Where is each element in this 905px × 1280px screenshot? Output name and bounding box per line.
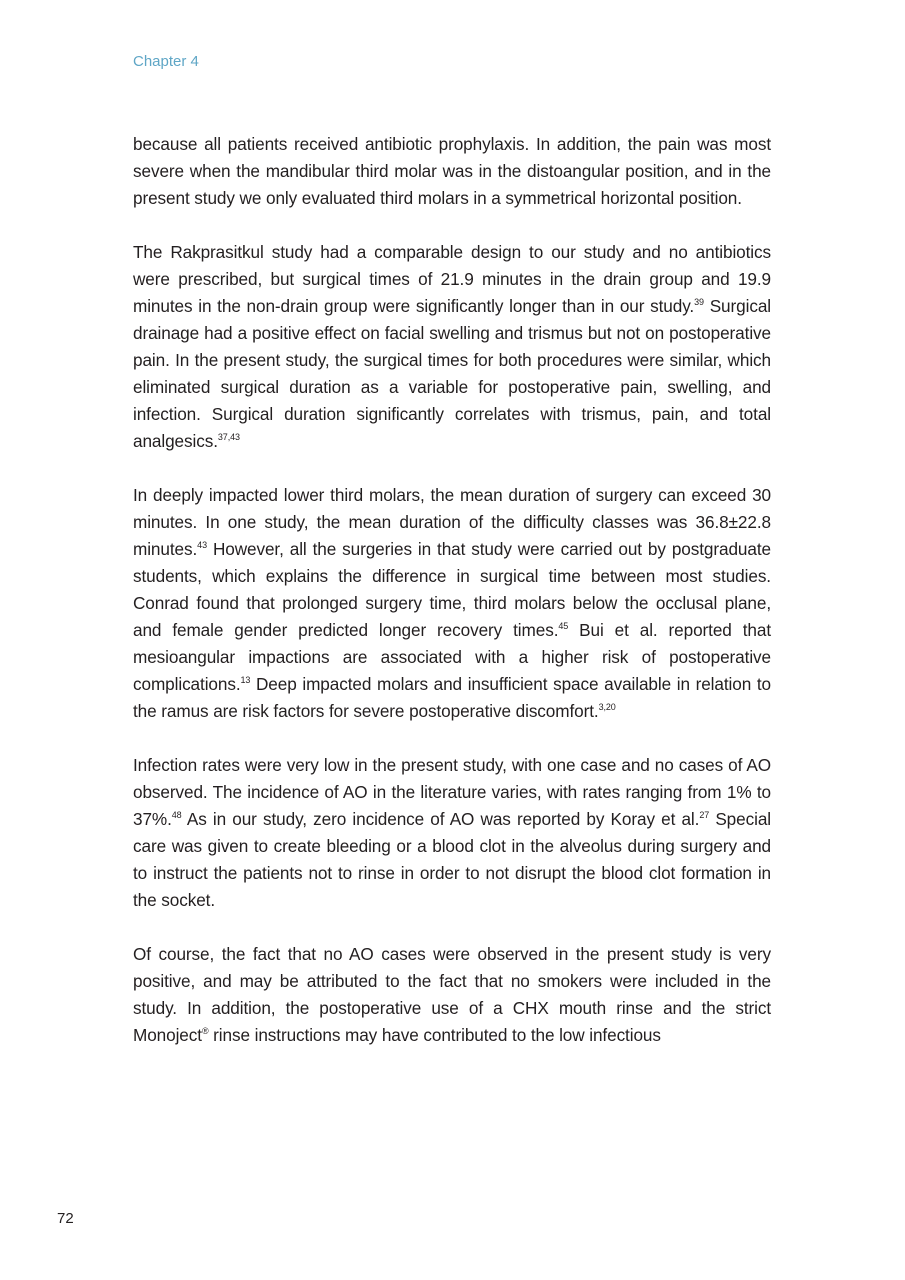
citation-superscript: 48 [171,810,182,820]
text-run: because all patients received antibiotic prophylaxis. In addition, the pain was most severe when the mandibular third molar was in the distoangular position, and in the present study we only evaluated third molars in a symmetrical horizontal position. [133,134,771,208]
paragraph [133,239,771,455]
text-run: The Rakprasitkul study had a comparable design to our study and no antibiotics were prescribed, but surgical times of 21.9 minutes in the drain group and 19.9 minutes in the non-drain group were significantly longer than in our study. [133,242,771,316]
text-run: rinse instructions may have contributed to the low infectious [208,1025,661,1045]
body-text [133,131,771,1076]
text-run: Infection rates were very low in the present study, with one case and no cases of AO observed. The incidence of AO in the literature varies, with rates ranging from 1% to 37%. [133,755,771,829]
citation-superscript: 39 [694,297,704,307]
paragraph [133,941,771,1049]
text-run: Of course, the fact that no AO cases were observed in the present study is very positive, and may be attributed to the fact that no smokers were included in the study. In addition, the postoperative use of a CHX mouth rinse and the strict Monoject [133,944,771,1045]
text-run: In deeply impacted lower third molars, the mean duration of surgery can exceed 30 minutes. In one study, the mean duration of the difficulty classes was 36.8±22.8 minutes. [133,485,771,559]
text-run: As in our study, zero incidence of AO was reported by Koray et al. [181,809,700,829]
text-run: Bui et al. reported that mesioangular impactions are associated with a higher risk of postoperative complications. [133,620,771,694]
citation-superscript: 37,43 [217,432,240,442]
text-run: Surgical drainage had a positive effect on facial swelling and trismus but not on postoperative pain. In the present study, the surgical times for both procedures were similar, which eliminated surgical duration as a variable for postoperative pain, swelling, and infection. Surgical duration significantly correlates with trismus, pain, and total analgesics. [133,296,771,451]
paragraph [133,131,771,212]
citation-superscript: 3,20 [598,702,616,712]
paragraph [133,482,771,725]
page-number: 72 [57,1210,74,1227]
text-run: Special care was given to create bleeding or a blood clot in the alveolus during surgery and to instruct the patients not to rinse in order to not disrupt the blood clot formation in the socket. [133,809,771,910]
paragraph [133,752,771,914]
citation-superscript: 45 [558,621,569,631]
citation-superscript: 43 [197,540,207,550]
citation-superscript: 27 [699,810,710,820]
text-run: Deep impacted molars and insufficient space available in relation to the ramus are risk factors for severe postoperative discomfort. [133,674,771,721]
citation-superscript: ® [201,1026,209,1036]
citation-superscript: 13 [240,675,251,685]
text-run: However, all the surgeries in that study were carried out by postgraduate students, which explains the difference in surgical time between most studies. Conrad found that prolonged surgery time, third molars below the occlusal plane, and female gender predicted longer recovery times. [133,539,771,640]
running-head-chapter: Chapter 4 [133,53,199,70]
